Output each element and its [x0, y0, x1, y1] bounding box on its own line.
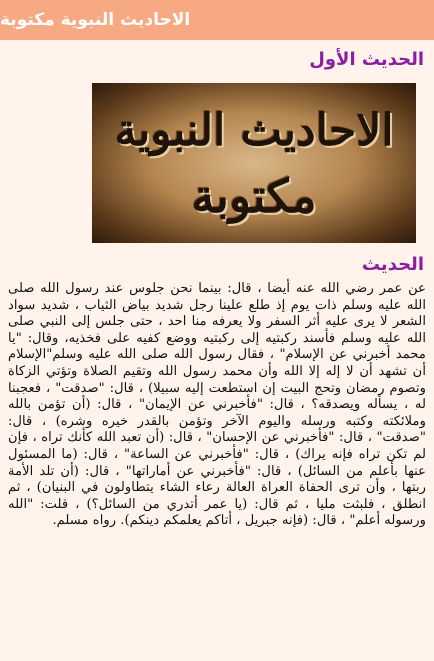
app-bar	[0, 0, 434, 40]
banner-title-line1: الاحاديث النبوية	[114, 105, 394, 156]
banner-title-line2: مكتوبة	[191, 169, 317, 223]
app-title: الاحاديث النبوية مكتوبة	[0, 10, 191, 30]
section-title-first-hadith: الحديث الأول	[309, 49, 424, 70]
banner-image	[92, 83, 416, 243]
section-title-hadith: الحديث	[361, 254, 424, 275]
hadith-body-text: عن عمر رضي الله عنه أيضا ، قال: بينما نحن جلوس عند رسول الله صلى الله عليه وسلم ذات يوم إذ طلع علينا رجل شديد بياض الثياب ، شديد سواد الشعر لا يرى عليه أثر السفر ولا يعرفه منا احد ، حتى جلس إلى النبي صلى الله عليه وسلم فأسند ركبتيه إلى ركبتيه ووضع كفيه على فخذيه، وقال: "يا محمد أخبرني عن الإسلام" ، فقال رسول الله صلى الله عليه وسلم"الإسلام أن تشهد أن لا إله إلا الله وأن محمد رسول الله وتقيم الصلاة وتؤتي الزكاة وتصوم رمضان وتحج البيت إن استطعت إليه سبيلا) ، قال: "صدقت" ، فعجبنا له ، يسأله ويصدقه؟ ، قال: "فأخبرني عن الإيمان" ، قال: (أن تؤمن بالله وملائكته وكتبه ورسله واليوم الآخر وتؤمن بالقدر خيره وشره) ، قال: "صدقت" ، قال: "فأخبرني عن الإحسان" ، قال: (أن تعبد الله كأنك تراه ، فإن لم تكن تراه فإنه يراك) ، قال: "فأخبرني عن الساعة" ، قال: (ما المسئول عنها بأعلم من السائل) ، قال: "فأخبرني عن أماراتها" ، قال: (أن تلد الأمة ربتها ، وأن ترى الحفاة العراة العالة رعاء الشاء يتطاولون في البنيان) ، ثم انطلق ، فلبثت مليا ، ثم قال: (يا عمر أتدري من السائل؟) ، قلت: "الله ورسوله أعلم" ، قال: (فإنه جبريل ، أتاكم يعلمكم دينكم). رواه مسلم.	[8, 281, 426, 529]
